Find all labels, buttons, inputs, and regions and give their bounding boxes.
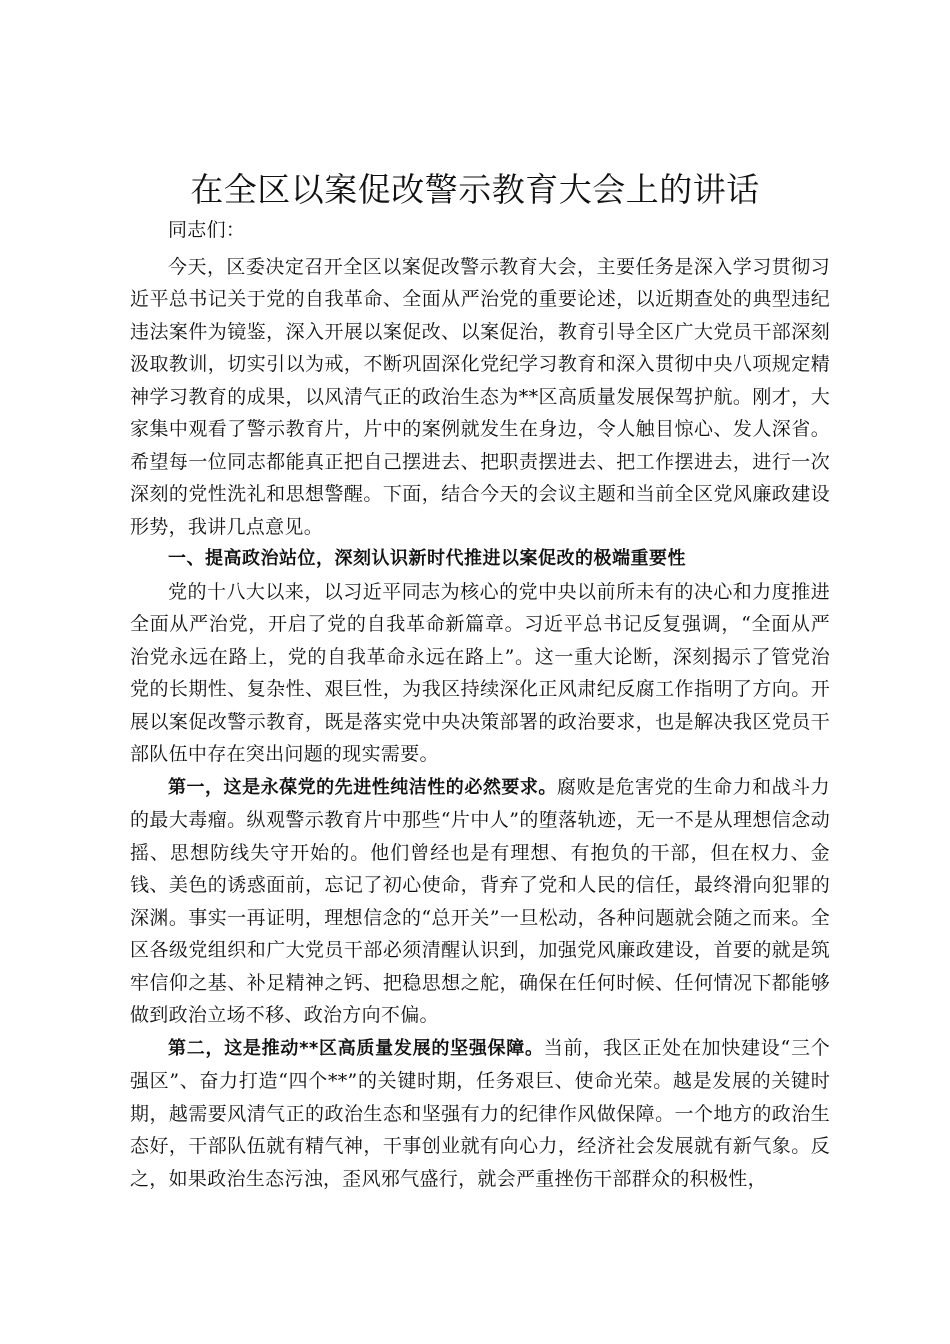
- point-two-paragraph: [130, 1032, 830, 1196]
- point-two-lead: 第二，这是推动**区高质量发展的坚强保障。: [168, 1037, 544, 1059]
- point-one-lead: 第一，这是永葆党的先进性纯洁性的必然要求。: [168, 776, 557, 798]
- section-heading: 一、提高政治站位，深刻认识新时代推进以案促改的极端重要性: [168, 548, 686, 569]
- point-one-paragraph: [130, 771, 830, 1032]
- salutation: 同志们：: [168, 219, 246, 241]
- point-one-text: 腐败是危害党的生命力和战斗力的最大毒瘤。纵观警示教育片中那些“片中人”的堕落轨迹，无一不是从理想信念动摇、思想防线失守开始的。他们曾经也是有理想、有抱负的干部，但在权力、金钱、美色的诱惑面前，忘记了初心使命，背弃了党和人民的信任，最终滑向犯罪的深渊。事实一再证明，理想信念的“总开关”一旦松动，各种问题就会随之而来。全区各级党组织和广大党员干部必须清醒认识到，加强党风廉政建设，首要的就是筑牢信仰之基、补足精神之钙、把稳思想之舵，确保在任何时候、任何情况下都能够做到政治立场不移、政治方向不偏。: [130, 775, 830, 1026]
- point-two-text: 当前，我区正处在加快建设“三个强区”、奋力打造“四个**”的关键时期，任务艰巨、使命光荣。越是发展的关键时期，越需要风清气正的政治生态和坚强有力的纪律作风做保障。一个地方的政治生态好，干部队伍就有精气神，干事创业就有向心力，经济社会发展就有新气象。反之，如果政治生态污浊，歪风邪气盛行，就会严重挫伤干部群众的积极性，: [130, 1036, 830, 1190]
- document-title: 在全区以案促改警示教育大会上的讲话: [190, 170, 760, 209]
- intro-paragraph: 今天，区委决定召开全区以案促改警示教育大会，主要任务是深入学习贯彻习近平总书记关于党的自我革命、全面从严治党的重要论述，以近期查处的典型违纪违法案件为镜鉴，深入开展以案促改、以案促治，教育引导全区广大党员干部深刻汲取教训，切实引以为戒，不断巩固深化党纪学习教育和深入贯彻中央八项规定精神学习教育的成果，以风清气正的政治生态为**区高质量发展保驾护航。刚才，大家集中观看了警示教育片，片中的案例就发生在身边，令人触目惊心、发人深省。希望每一位同志都能真正把自己摆进去、把职责摆进去、把工作摆进去，进行一次深刻的党性洗礼和思想警醒。下面，结合今天的会议主题和当前全区党风廉政建设形势，我讲几点意见。: [130, 255, 830, 538]
- section-paragraph: 党的十八大以来，以习近平同志为核心的党中央以前所未有的决心和力度推进全面从严治党，开启了党的自我革命新篇章。习近平总书记反复强调，“全面从严治党永远在路上，党的自我革命永远在路上”。这一重大论断，深刻揭示了管党治党的长期性、复杂性、艰巨性，为我区持续深化正风肃纪反腐工作指明了方向。开展以案促改警示教育，既是落实党中央决策部署的政治要求，也是解决我区党员干部队伍中存在突出问题的现实需要。: [130, 580, 830, 765]
- document-body: [130, 214, 830, 1195]
